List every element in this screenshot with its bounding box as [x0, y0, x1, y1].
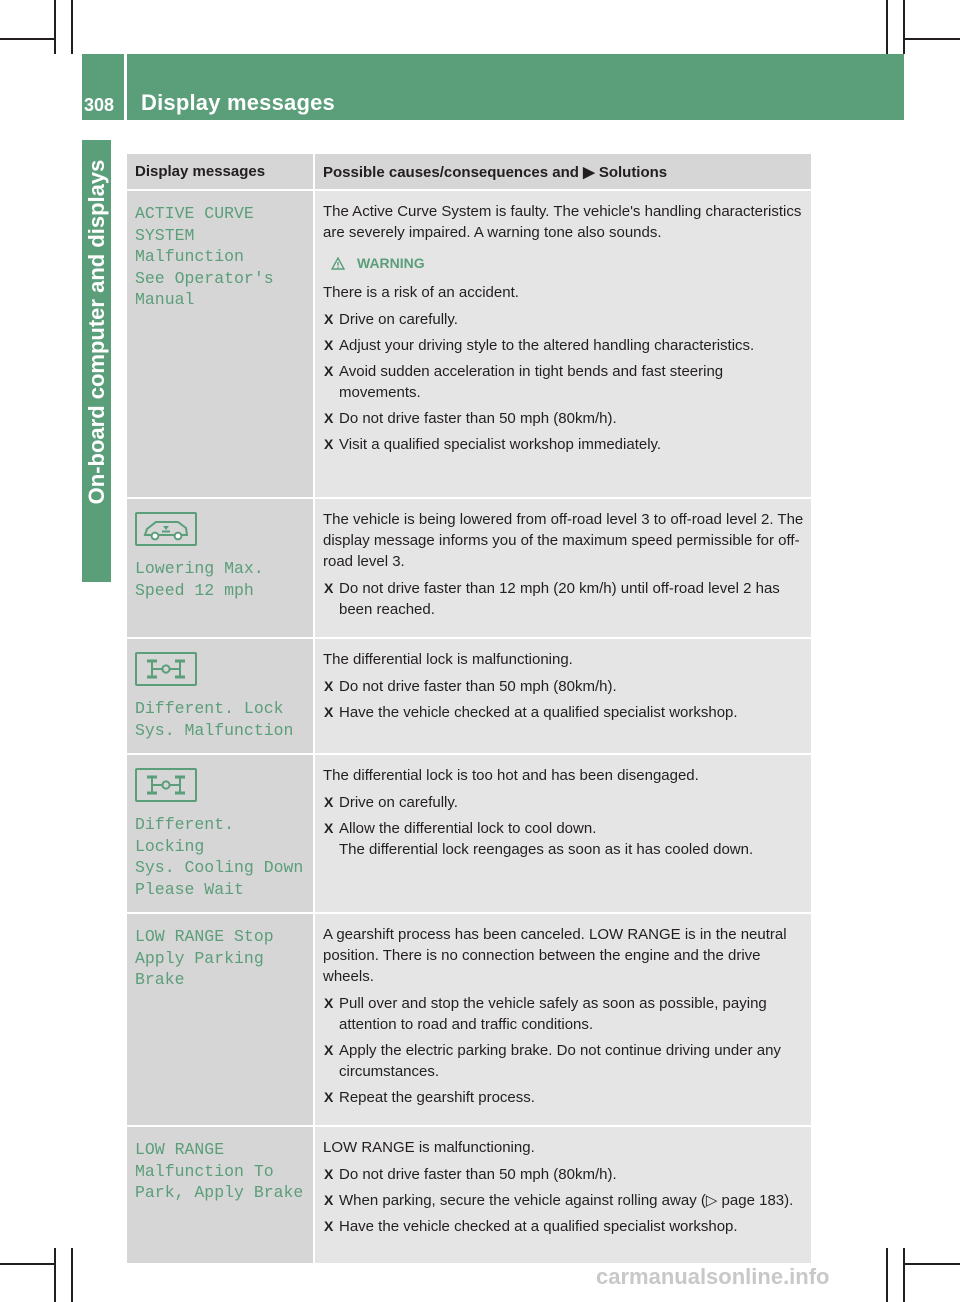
cause-text: A gearshift process has been canceled. LOW RANGE is in the neutral position. There is no connection between the engine and the drive wheels.	[323, 926, 787, 985]
cause-text: The Active Curve System is faulty. The vehicle's handling characteristics are severely impaired. A warning tone also sounds.	[323, 203, 802, 241]
warning-label: WARNING	[357, 255, 425, 271]
solution-step: X Have the vehicle checked at a qualified specialist workshop.	[324, 704, 738, 721]
display-message-text: Different. Locking Sys. Cooling Down Please Wait	[135, 815, 304, 899]
solution-step: X Drive on carefully.	[324, 311, 458, 328]
step-marker: X	[324, 1192, 334, 1208]
column-header-messages: Display messages	[127, 154, 314, 190]
table-row	[127, 754, 811, 913]
solution-step: X Adjust your driving style to the altered handling characteristics.	[324, 337, 755, 354]
display-messages-table	[127, 154, 811, 1265]
step-marker: X	[324, 1218, 334, 1234]
table-row	[127, 638, 811, 754]
step-marker: X	[324, 410, 334, 426]
crop-mark	[71, 0, 73, 54]
solution-cell	[314, 190, 811, 498]
display-message-text: ACTIVE CURVE SYSTEM Malfunction See Operator's Manual	[135, 204, 274, 309]
crop-mark	[886, 0, 888, 54]
table-row	[127, 1126, 811, 1264]
message-cell	[127, 190, 314, 498]
display-message-text: Lowering Max. Speed 12 mph	[135, 559, 264, 600]
solution-step: X Visit a qualified specialist workshop immediately.	[324, 436, 662, 453]
display-message-text: Different. Lock Sys. Malfunction	[135, 699, 294, 740]
crop-mark	[905, 1263, 960, 1265]
table-row	[127, 913, 811, 1126]
watermark: carmanualsonline.info	[596, 1264, 830, 1289]
step-marker: X	[324, 995, 334, 1011]
solution-step: X Do not drive faster than 50 mph (80km/h).	[324, 410, 617, 427]
warning-heading	[323, 253, 804, 274]
step-marker: X	[324, 1042, 334, 1058]
step-marker: X	[324, 363, 334, 379]
step-marker: X	[324, 337, 334, 353]
message-cell	[127, 638, 314, 754]
solution-step: X Drive on carefully.	[324, 794, 458, 811]
crop-mark	[54, 0, 56, 54]
differential-lock-icon	[135, 768, 197, 802]
step-marker: X	[324, 678, 334, 694]
display-message-text: LOW RANGE Stop Apply Parking Brake	[135, 927, 274, 989]
solution-cell	[314, 1126, 811, 1264]
header-divider	[124, 54, 127, 120]
solution-step: X When parking, secure the vehicle against rolling away (▷ page 183).	[324, 1192, 794, 1209]
message-cell	[127, 754, 314, 913]
crop-mark	[0, 38, 54, 40]
cause-text: The vehicle is being lowered from off-road level 3 to off-road level 2. The display message informs you of the maximum speed permissible for off-road level 3.	[323, 511, 804, 570]
page-number: 308	[84, 95, 115, 115]
step-marker: X	[324, 311, 334, 327]
table-row	[127, 498, 811, 638]
display-message-text: LOW RANGE Malfunction To Park, Apply Brake	[135, 1140, 304, 1202]
differential-lock-icon	[135, 652, 197, 686]
cause-text: LOW RANGE is malfunctioning.	[323, 1139, 535, 1156]
message-cell	[127, 913, 314, 1126]
crop-mark	[0, 1263, 54, 1265]
cause-text: The differential lock is too hot and has been disengaged.	[323, 767, 699, 784]
solution-cell	[314, 913, 811, 1126]
warning-triangle-icon	[331, 257, 345, 270]
solution-cell	[314, 638, 811, 754]
step-note: The differential lock reengages as soon as it has cooled down.	[339, 841, 754, 858]
step-marker: X	[324, 704, 334, 720]
table-header-row	[127, 154, 811, 190]
message-cell	[127, 498, 314, 638]
crop-mark	[905, 38, 960, 40]
crop-mark	[54, 1248, 56, 1302]
column-header-solutions: Possible causes/consequences and ▶ Solutions	[314, 154, 811, 190]
table-row	[127, 190, 811, 498]
solution-step: X Have the vehicle checked at a qualified specialist workshop.	[324, 1218, 738, 1235]
chapter-tab-label: On-board computer and displays	[83, 159, 109, 504]
solution-step: X Repeat the gearshift process.	[324, 1089, 535, 1106]
solution-step: X Pull over and stop the vehicle safely as soon as possible, paying attention to road and traffic conditions.	[324, 995, 767, 1033]
crop-mark	[886, 1248, 888, 1302]
solution-cell	[314, 754, 811, 913]
warning-text: There is a risk of an accident.	[323, 284, 519, 301]
step-marker: X	[324, 794, 334, 810]
cause-text: The differential lock is malfunctioning.	[323, 651, 573, 668]
step-marker: X	[324, 1166, 334, 1182]
solution-step: X Do not drive faster than 12 mph (20 km/h) until off-road level 2 has been reached.	[324, 580, 780, 618]
solution-cell	[314, 498, 811, 638]
solution-step: X Allow the differential lock to cool down. The differential lock reengages as soon as it has cooled down.	[323, 818, 804, 860]
step-marker: X	[324, 580, 334, 596]
crop-mark	[71, 1248, 73, 1302]
step-marker: X	[324, 436, 334, 452]
crop-mark	[903, 0, 905, 54]
solution-step: X Do not drive faster than 50 mph (80km/h).	[324, 678, 617, 695]
message-cell	[127, 1126, 314, 1264]
vehicle-lowering-icon	[135, 512, 197, 546]
crop-mark	[903, 1248, 905, 1302]
step-marker: X	[324, 1089, 334, 1105]
page-title: Display messages	[141, 90, 335, 115]
solution-step: X Apply the electric parking brake. Do not continue driving under any circumstances.	[324, 1042, 781, 1080]
solution-step: X Do not drive faster than 50 mph (80km/h).	[324, 1166, 617, 1183]
solution-step: X Avoid sudden acceleration in tight bends and fast steering movements.	[324, 363, 724, 401]
step-marker: X	[324, 820, 334, 836]
